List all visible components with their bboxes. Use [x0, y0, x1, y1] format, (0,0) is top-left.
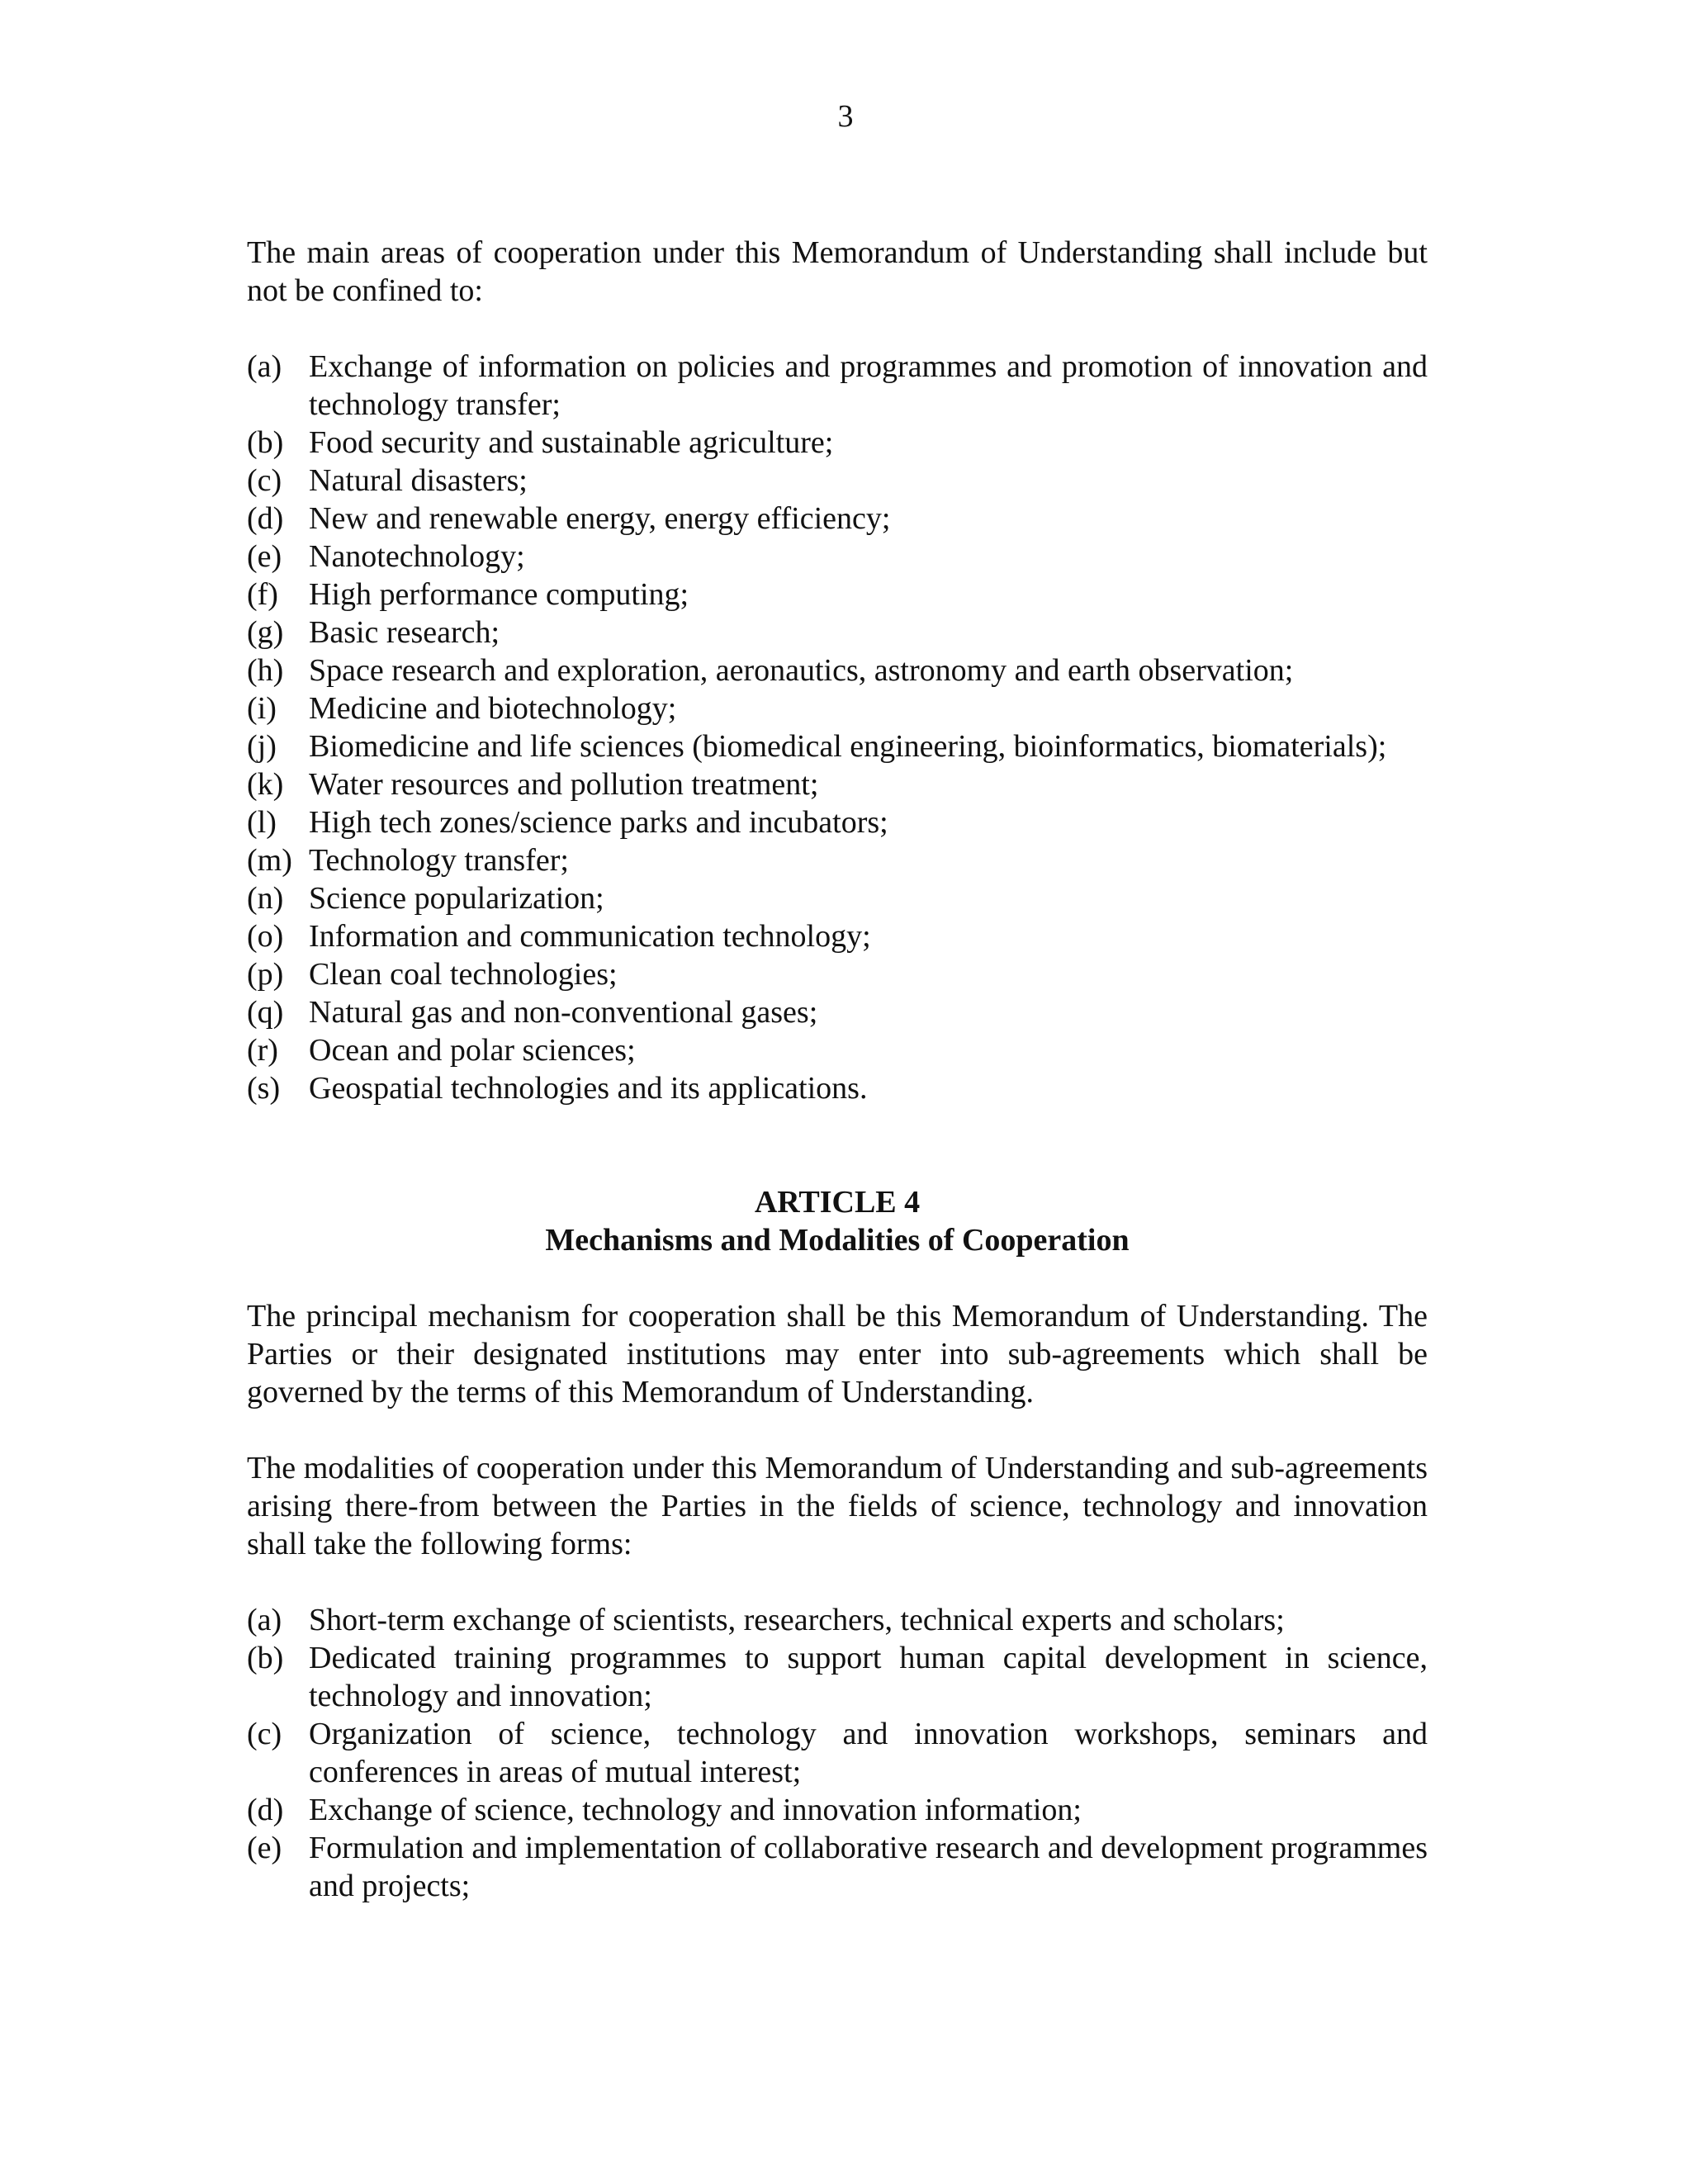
list-item	[247, 1031, 1428, 1069]
list-item	[247, 1639, 1428, 1715]
list-marker: (l)	[247, 805, 277, 840]
list-item-text: Exchange of information on policies and programmes and promotion of innovation and technology transfer;	[309, 349, 1428, 422]
mechanism-paragraph: The principal mechanism for cooperation shall be this Memorandum of Understanding. The Parties or their designated institutions may enter into sub-agreements which shall be governed by the terms of this Memorandum of Understanding.	[247, 1299, 1428, 1409]
page-number: 3	[837, 99, 854, 134]
list-marker: (c)	[247, 1717, 282, 1751]
list-item-text: High tech zones/science parks and incubators;	[309, 805, 888, 840]
list-item-text: Biomedicine and life sciences (biomedical engineering, bioinformatics, biomaterials);	[309, 729, 1387, 764]
list-item-text: Basic research;	[309, 615, 500, 650]
list-item	[247, 841, 1428, 879]
list-marker: (c)	[247, 463, 282, 498]
list-item	[247, 614, 1428, 651]
list-marker: (k)	[247, 767, 284, 802]
list-item	[247, 1715, 1428, 1791]
list-item-text: Short-term exchange of scientists, researchers, technical experts and scholars;	[309, 1603, 1285, 1637]
list-item-text: High performance computing;	[309, 577, 689, 612]
list-item	[247, 500, 1428, 538]
list-item	[247, 348, 1428, 424]
list-item	[247, 879, 1428, 917]
list-item	[247, 955, 1428, 993]
list-item	[247, 1069, 1428, 1107]
list-item-text: Water resources and pollution treatment;	[309, 767, 819, 802]
list-item-text: Nanotechnology;	[309, 539, 525, 574]
article-title: Mechanisms and Modalities of Cooperation	[545, 1223, 1130, 1258]
list-marker: (m)	[247, 843, 292, 878]
list-item	[247, 424, 1428, 462]
list-marker: (r)	[247, 1033, 278, 1068]
list-marker: (a)	[247, 1603, 282, 1637]
list-item	[247, 689, 1428, 727]
list-marker: (j)	[247, 729, 277, 764]
list-marker: (n)	[247, 881, 284, 916]
list-marker: (b)	[247, 425, 284, 460]
list-item-text: Ocean and polar sciences;	[309, 1033, 636, 1068]
list-item-text: Clean coal technologies;	[309, 957, 618, 992]
list-marker: (p)	[247, 957, 284, 992]
article-number: ARTICLE 4	[754, 1185, 921, 1220]
list-item-text: Dedicated training programmes to support human capital development in science, technology and innovation;	[309, 1641, 1428, 1713]
list-marker: (f)	[247, 577, 278, 612]
list-item	[247, 727, 1428, 765]
list-item	[247, 1829, 1428, 1905]
list-marker: (e)	[247, 1831, 282, 1865]
list-item-text: Natural disasters;	[309, 463, 528, 498]
list-item-text: Food security and sustainable agriculture;	[309, 425, 834, 460]
list-marker: (e)	[247, 539, 282, 574]
list-item-text: Natural gas and non-conventional gases;	[309, 995, 818, 1030]
list-item	[247, 538, 1428, 576]
list-item	[247, 1791, 1428, 1829]
list-item-text: Formulation and implementation of collaborative research and development programmes and projects;	[309, 1831, 1428, 1903]
list-marker: (i)	[247, 691, 277, 726]
list-marker: (h)	[247, 653, 284, 688]
list-item	[247, 462, 1428, 500]
list-item	[247, 917, 1428, 955]
list-marker: (b)	[247, 1641, 284, 1675]
list-item-text: Exchange of science, technology and innovation information;	[309, 1793, 1082, 1827]
areas-list	[247, 348, 1428, 1107]
list-item-text: Organization of science, technology and innovation workshops, seminars and conferences in areas of mutual interest;	[309, 1717, 1428, 1789]
list-item	[247, 1601, 1428, 1639]
list-item	[247, 803, 1428, 841]
modalities-intro: The modalities of cooperation under this Memorandum of Understanding and sub-agreements arising there-from between the Parties in the fields of science, technology and innovation shall take the following forms:	[247, 1451, 1428, 1561]
list-marker: (g)	[247, 615, 284, 650]
list-marker: (d)	[247, 1793, 284, 1827]
list-item	[247, 576, 1428, 614]
list-item-text: New and renewable energy, energy efficiency;	[309, 501, 891, 536]
list-item-text: Technology transfer;	[309, 843, 569, 878]
document-body	[247, 234, 1428, 1905]
list-marker: (o)	[247, 919, 284, 954]
modalities-list	[247, 1601, 1428, 1905]
list-item	[247, 765, 1428, 803]
list-item-text: Geospatial technologies and its applications.	[309, 1071, 868, 1106]
list-item	[247, 651, 1428, 689]
list-marker: (q)	[247, 995, 284, 1030]
areas-intro: The main areas of cooperation under this Memorandum of Understanding shall include but not be confined to:	[247, 235, 1428, 308]
list-item	[247, 993, 1428, 1031]
list-marker: (a)	[247, 349, 282, 384]
list-item-text: Information and communication technology;	[309, 919, 871, 954]
list-item-text: Medicine and biotechnology;	[309, 691, 677, 726]
list-item-text: Science popularization;	[309, 881, 604, 916]
list-marker: (s)	[247, 1071, 281, 1106]
list-marker: (d)	[247, 501, 284, 536]
list-item-text: Space research and exploration, aeronautics, astronomy and earth observation;	[309, 653, 1294, 688]
